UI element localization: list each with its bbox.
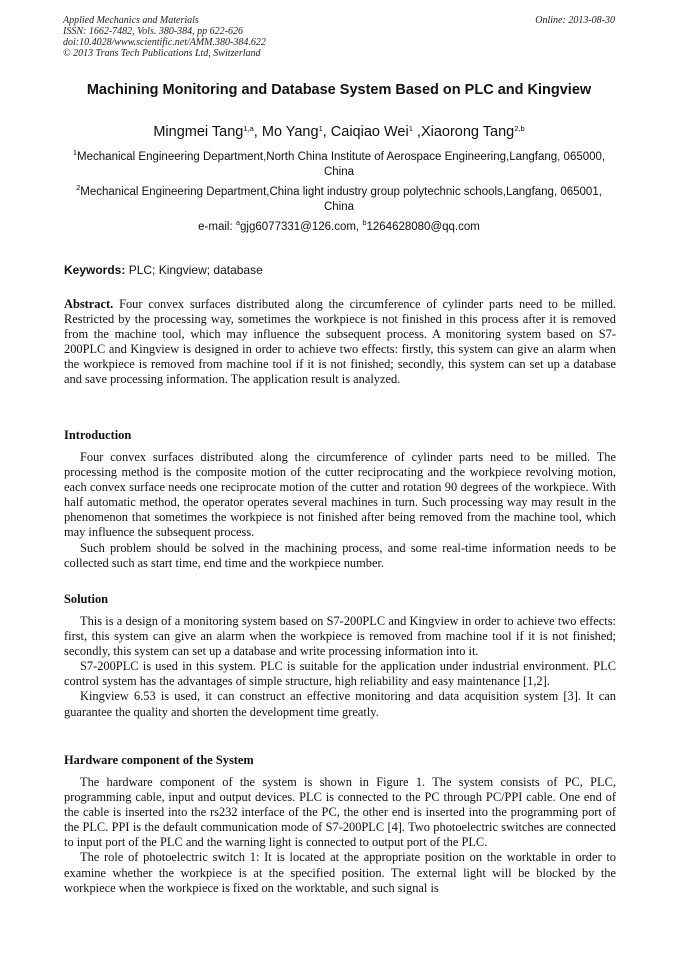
affiliation-1 [60,150,618,179]
paragraph: The hardware component of the system is shown in Figure 1. The system consists of PC, PLC, programming cable, input and output devices. PLC is connected to the PC through PC/PPI cable. One end of the cable is inserted into the rs232 interface of the PC, the other end is inserted into the programming port of the PLC. PPI is the default communication mode of S7-200PLC [4]. Two photoelectric switches are connected to input port of the PLC and the warning light is connected to output port of the PLC. [64,775,616,850]
author-name: Xiaorong Tang [420,124,515,140]
affiliation-text: Mechanical Engineering Department,North China Institute of Aerospace Engineering,Langfang, 065000, China [77,151,606,178]
section-heading-hardware: Hardware component of the System [64,753,254,767]
keywords-line [64,263,616,277]
section-body-introduction [64,450,616,571]
affiliation-2 [60,185,618,214]
author-superscript: 1,a [243,124,254,133]
paragraph: The role of photoelectric switch 1: It is located at the appropriate position on the worktable in order to examine whether the workpiece is at the specified position. The external light will be blocked by the workpiece when the workpiece is fixed on the worktable, and such signal is [64,850,616,895]
journal-name: Applied Mechanics and Materials [63,15,199,26]
section-heading-solution: Solution [64,592,109,606]
author-separator: , [412,124,421,140]
affiliation-superscript: 2 [76,183,81,192]
affiliation-superscript: 1 [72,148,78,157]
author-name: Mingmei Tang [153,124,244,140]
author-name: Mo Yang [261,124,319,140]
paper-title: Machining Monitoring and Database System Based on PLC and Kingview [86,82,592,98]
paragraph: Kingview 6.53 is used, it can construct an effective monitoring and data acquisition system [3]. It can guarantee the quality and shorten the development time greatly. [64,689,616,719]
author-list [60,123,618,141]
author-superscript: 1 [408,124,413,133]
author-separator: , [322,124,331,140]
email-address-a: gjg6077331@126.com, [240,221,363,233]
paragraph: This is a design of a monitoring system based on S7-200PLC and Kingview in order to achieve two effects: first, this system can give an alarm when the workpiece is removed from machine tool if it is not finished; secondly, this system can set up a database and write processing information into it. [64,614,616,659]
section-body-solution [64,614,616,720]
abstract-label: Abstract. [64,297,114,311]
author-superscript: 2,b [514,124,525,133]
paragraph: S7-200PLC is used in this system. PLC is suitable for the application under industrial environment. PLC control system has the advantages of simple structure, high reliability and easy maintenance [1,2]. [64,659,616,689]
section-body-hardware [64,775,616,896]
author-superscript: 1 [318,124,323,133]
email-line [60,220,618,234]
paragraph: Such problem should be solved in the machining process, and some real-time information needs to be collected such as start time, end time and the workpiece number. [64,540,616,570]
section-heading-introduction: Introduction [64,428,132,442]
abstract-text: Four convex surfaces distributed along the circumference of cylinder parts need to be milled. Restricted by the processing way, sometimes the workpiece is not finished in this process after it is removed from the machine tool, which may influence the subsequent process. A monitoring system based on S7-200PLC and Kingview is designed in order to achieve two effects: firstly, this system can give an alarm when the workpiece is removed from machine tool if it is not finished; secondly, this system can set up a database and save processing information. The application result is analyzed. [64,297,616,387]
doi-line: doi:10.4028/www.scientific.net/AMM.380-384.622 [63,37,266,48]
email-superscript: b [362,218,367,227]
online-date: Online: 2013-08-30 [535,15,615,26]
author-name: Caiqiao Wei [330,124,409,140]
email-address-b: 1264628080@qq.com [366,221,480,233]
author-separator: , [253,124,262,140]
keywords-text: PLC; Kingview; database [125,263,263,277]
copyright-line: © 2013 Trans Tech Publications Ltd, Switzerland [63,48,261,59]
affiliation-text: Mechanical Engineering Department,China light industry group polytechnic schools,Langfang, 065001, China [80,186,602,213]
paragraph: Four convex surfaces distributed along the circumference of cylinder parts need to be milled. The processing method is the composite motion of the cutter reciprocating and the workpiece revolving motion, each convex surface needs one reciprocate motion of the cutter and rotation 90 degrees of the workpiece. With half automatic method, the operator operates several machines in turn. Such processing way may result in the phenomenon that sometimes the workpiece is not finished after being removed from the machine tool, which may influence the subsequent process. [64,450,616,540]
email-superscript: a [235,218,241,227]
abstract [64,297,616,388]
journal-header [63,15,615,59]
email-label: e-mail: [198,221,236,233]
keywords-label: Keywords: [64,263,126,277]
issn-line: ISSN: 1662-7482, Vols. 380-384, pp 622-626 [63,26,243,37]
